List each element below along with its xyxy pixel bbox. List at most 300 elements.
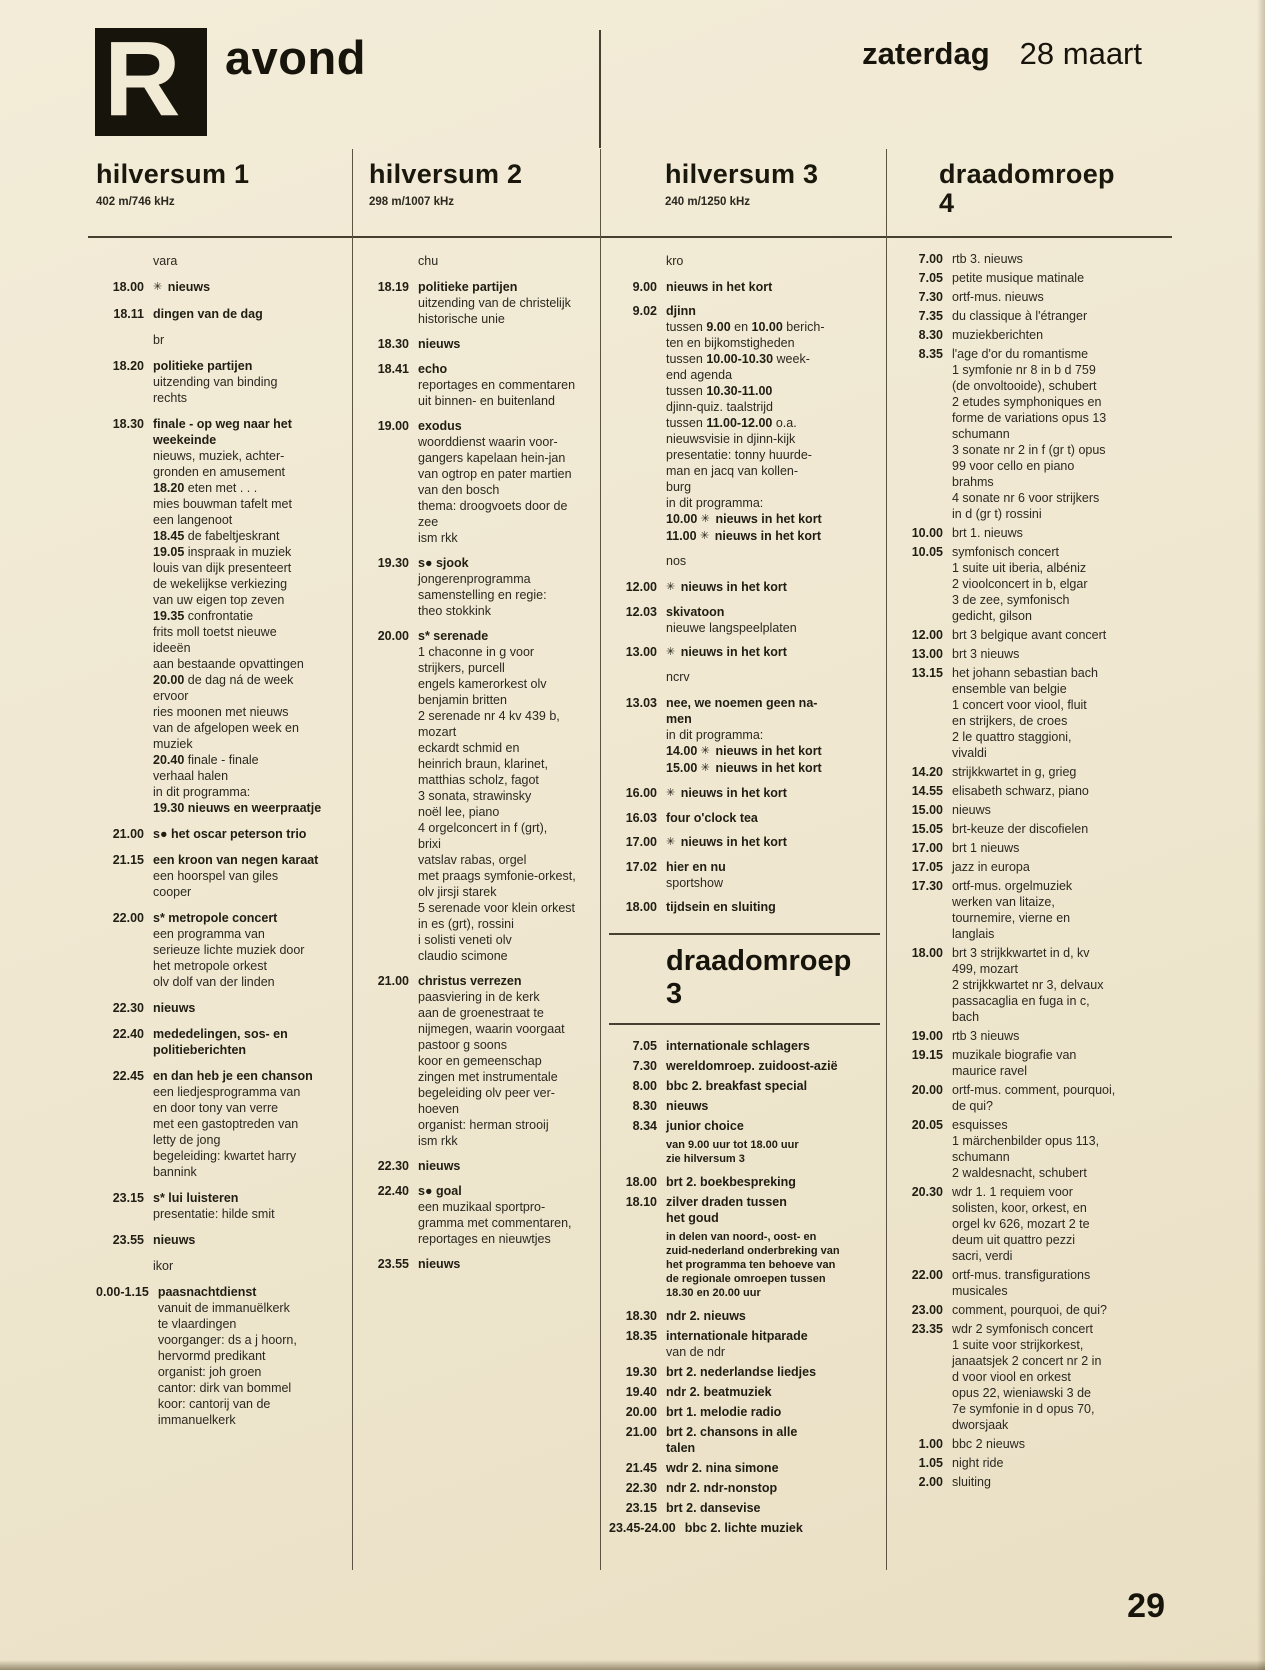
program-entry [361, 1256, 594, 1272]
program-title: brt 2. dansevise [666, 1501, 761, 1515]
program-entry [895, 1184, 1166, 1264]
program-time: 22.40 [377, 1184, 409, 1198]
program-title: ✳ nieuws in het kort [666, 580, 787, 594]
program-content [657, 279, 880, 295]
program-entry [609, 1364, 880, 1380]
program-list [353, 238, 600, 1311]
program-time: 14.20 [911, 765, 943, 779]
program-content [657, 644, 880, 661]
program-content [943, 289, 1166, 305]
program-entry [96, 279, 346, 296]
program-entry [609, 1078, 880, 1094]
program-content [943, 308, 1166, 324]
program-entry [609, 1194, 880, 1226]
program-title: en dan heb je een chanson [153, 1069, 313, 1083]
program-title: s* serenade [418, 629, 489, 643]
program-content [657, 810, 880, 826]
program-time: 7.05 [632, 1039, 657, 1053]
station-name: hilversum 2 [369, 159, 523, 189]
program-time: 13.03 [625, 696, 657, 710]
program-entry [96, 910, 346, 990]
program-title: four o'clock tea [666, 811, 758, 825]
program-time: 2.00 [918, 1475, 943, 1489]
program-content [657, 1194, 880, 1226]
program-description: woorddienst waarin voor- gangers kapelaan hein-jan van ogtrop en pater martien van den bosch thema: droogvoets door de zee ism rkk [418, 435, 572, 545]
program-title: nieuws [153, 1001, 196, 1015]
program-title: wereldomroep. zuidoost-azië [666, 1059, 838, 1073]
program-time: 15.05 [911, 822, 943, 836]
program-content [409, 1256, 594, 1272]
sun-icon: ✳ [700, 513, 710, 525]
program-content [144, 1232, 346, 1248]
program-entry [895, 840, 1166, 856]
column-hilversum-1 [88, 149, 352, 1570]
station-header-draadomroep-4 [887, 149, 1172, 238]
program-content [943, 783, 1166, 799]
schedule-note: van 9.00 uur tot 18.00 uur zie hilversum 3 [666, 1139, 799, 1165]
station-header-hilversum-3 [601, 149, 886, 238]
program-entry [96, 416, 346, 816]
program-content [144, 306, 346, 322]
program-title: s* metropole concert [153, 911, 278, 925]
page-header [95, 26, 1170, 144]
program-description: maurice ravel [952, 1064, 1028, 1078]
program-entry [609, 1384, 880, 1400]
program-entry [96, 826, 346, 842]
column-hilversum-3 [600, 149, 886, 1570]
program-content [144, 1026, 346, 1058]
program-content [657, 785, 880, 802]
program-content [144, 279, 346, 296]
program-entry [361, 361, 594, 409]
program-title: nee, we noemen geen na- men [666, 696, 818, 726]
program-description: een liedjesprogramma van en door tony van verre met een gastoptreden van letty de jong begeleiding: kwartet harry bannink [153, 1085, 301, 1179]
program-entry [895, 289, 1166, 305]
program-title: rtb 3. nieuws [952, 252, 1023, 266]
program-entry [609, 1404, 880, 1420]
program-content [657, 1038, 880, 1054]
program-title: ndr 2. beatmuziek [666, 1385, 772, 1399]
program-time: 17.05 [911, 860, 943, 874]
program-entry [895, 1474, 1166, 1490]
program-entry [609, 644, 880, 661]
program-title: wdr 2 symfonisch concert [952, 1322, 1094, 1336]
program-time: 14.55 [911, 784, 943, 798]
program-time: 8.30 [918, 328, 943, 342]
program-description: ensemble van belgie 1 concert voor viool, fluit en strijkers, de croes 2 le quattro staggioni, vivaldi [952, 682, 1087, 760]
program-time: 16.03 [625, 811, 657, 825]
program-content [943, 1321, 1166, 1433]
program-content [943, 627, 1166, 643]
program-time: 18.20 [112, 359, 144, 373]
program-content [409, 336, 594, 352]
program-time: 23.55 [112, 1233, 144, 1247]
program-entry [361, 628, 594, 964]
program-title: ✳ nieuws in het kort [666, 786, 787, 800]
program-content [657, 1404, 880, 1420]
program-title: echo [418, 362, 448, 376]
program-time: 10.05 [911, 545, 943, 559]
program-time: 17.02 [625, 860, 657, 874]
program-content [943, 821, 1166, 837]
program-content [409, 279, 594, 327]
program-title: tijdsein en sluiting [666, 900, 776, 914]
program-title: brt-keuze der discofielen [952, 822, 1089, 836]
program-title: finale - op weg naar het weekeinde [153, 417, 292, 447]
program-time: 9.00 [632, 280, 657, 294]
program-time: 18.00 [625, 1175, 657, 1189]
program-entry [609, 1038, 880, 1054]
program-content [943, 840, 1166, 856]
program-time: 19.40 [625, 1385, 657, 1399]
header-divider [599, 30, 601, 148]
program-content [144, 1190, 346, 1222]
program-entry [96, 358, 346, 406]
program-time: 19.30 [625, 1365, 657, 1379]
program-entry [609, 899, 880, 915]
program-time: 23.15 [112, 1191, 144, 1205]
program-entry [96, 306, 346, 322]
program-content [943, 1047, 1166, 1079]
program-content [657, 1328, 880, 1360]
program-time: 19.00 [911, 1029, 943, 1043]
sun-icon: ✳ [700, 745, 710, 757]
program-title: nieuws [952, 803, 991, 817]
program-content [943, 1436, 1166, 1452]
program-content [943, 802, 1166, 818]
program-entry [609, 1098, 880, 1114]
program-list [887, 238, 1172, 1523]
program-entry [361, 973, 594, 1149]
broadcaster-label: br [153, 333, 165, 347]
column-hilversum-2 [352, 149, 600, 1570]
program-content [943, 646, 1166, 662]
broadcaster-label: vara [153, 254, 178, 268]
program-content [943, 1455, 1166, 1471]
program-entry [895, 783, 1166, 799]
section-title: avond [225, 31, 366, 84]
program-entry [96, 1068, 346, 1180]
program-entry [96, 1190, 346, 1222]
program-content [943, 1302, 1166, 1318]
program-entry [895, 646, 1166, 662]
program-description: vanuit de immanuëlkerk te vlaardingen voorganger: ds a j hoorn, hervormd predikant organist: joh groen cantor: dirk van bommel koor: cantorij van de immanuelkerk [157, 1301, 297, 1427]
program-title: symfonisch concert [952, 545, 1059, 559]
program-title: ortf-mus. comment, pourquoi, [952, 1083, 1116, 1097]
program-title: rtb 3 nieuws [952, 1029, 1020, 1043]
program-content [657, 695, 880, 777]
program-title: strijkkwartet in g, grieg [952, 765, 1077, 779]
program-description: jongerenprogramma samenstelling en regie: theo stokkink [418, 572, 547, 618]
program-entry [895, 878, 1166, 942]
program-title: wdr 1. 1 requiem voor [952, 1185, 1073, 1199]
program-time: 18.00 [112, 280, 144, 294]
program-entry [609, 1500, 880, 1516]
program-entry [895, 1436, 1166, 1452]
program-title: ✳ nieuws in het kort [666, 645, 787, 659]
program-entry [609, 1328, 880, 1360]
program-entry [609, 1308, 880, 1324]
program-entry [609, 579, 880, 596]
program-title: bbc 2 nieuws [952, 1437, 1025, 1451]
program-time: 18.30 [377, 337, 409, 351]
program-content [144, 1068, 346, 1180]
program-entry [361, 279, 594, 327]
program-title: brt 1. nieuws [952, 526, 1023, 540]
program-time: 17.00 [911, 841, 943, 855]
program-description: 1 symfonie nr 8 in b d 759 (de onvoltooide), schubert 2 etudes symphoniques en forme de variations opus 13 schumann 3 sonate nr 2 in f (gr t) opus 99 voor cello en piano brahms 4 sonate nr 6 voor strijkers in d (gr t) rossini [952, 363, 1107, 521]
program-entry [895, 1302, 1166, 1318]
program-time: 21.15 [112, 853, 144, 867]
program-time: 18.30 [112, 417, 144, 431]
program-title: brt 2. nederlandse liedjes [666, 1365, 817, 1379]
program-content [409, 1183, 594, 1247]
program-title: christus verrezen [418, 974, 522, 988]
program-title: brt 1. melodie radio [666, 1405, 782, 1419]
program-content [943, 251, 1166, 267]
program-time: 7.30 [632, 1059, 657, 1073]
program-time: 22.00 [112, 911, 144, 925]
program-title: politieke partijen [418, 280, 518, 294]
program-time: 9.02 [632, 304, 657, 318]
program-time: 1.05 [918, 1456, 943, 1470]
program-content [943, 1082, 1166, 1114]
program-title: muziekberichten [952, 328, 1044, 342]
page-number: 29 [1127, 1587, 1165, 1625]
program-content [943, 1184, 1166, 1264]
program-content [657, 1384, 880, 1400]
program-title: brt 3 strijkkwartet in d, kv [952, 946, 1090, 960]
program-entry [609, 1118, 880, 1134]
program-title: brt 2. boekbespreking [666, 1175, 796, 1189]
program-title: s● sjook [418, 556, 469, 570]
program-entry [609, 785, 880, 802]
program-time: 23.15 [625, 1501, 657, 1515]
program-entry [361, 336, 594, 352]
program-time: 23.00 [911, 1303, 943, 1317]
program-time: 23.45-24.00 [609, 1521, 676, 1535]
broadcaster-label: ikor [153, 1259, 174, 1273]
program-time: 17.00 [625, 835, 657, 849]
program-content [657, 1460, 880, 1476]
program-time: 8.00 [632, 1079, 657, 1093]
program-description: 1 suite uit iberia, albéniz 2 vioolconcert in b, elgar 3 de zee, symfonisch gedicht, gilson [952, 561, 1088, 623]
program-entry [895, 327, 1166, 343]
sun-icon: ✳ [666, 581, 676, 593]
program-title: wdr 2. nina simone [666, 1461, 779, 1475]
program-content [676, 1520, 880, 1536]
program-time: 15.00 [911, 803, 943, 817]
program-time: 16.00 [625, 786, 657, 800]
program-content [149, 1284, 346, 1428]
program-content [943, 1117, 1166, 1181]
program-entry [361, 1158, 594, 1174]
program-title: nieuws [418, 1159, 461, 1173]
program-description: een hoorspel van giles cooper [153, 869, 279, 899]
program-content [144, 910, 346, 990]
station-frequency: 402 m/746 kHz [96, 196, 175, 208]
program-content [943, 1028, 1166, 1044]
program-content [657, 1174, 880, 1190]
program-content [657, 1078, 880, 1094]
program-time: 12.03 [625, 605, 657, 619]
program-entry [895, 270, 1166, 286]
program-description: de qui? [952, 1099, 994, 1113]
program-entry [895, 251, 1166, 267]
program-content [943, 945, 1166, 1025]
program-description: een programma van serieuze lichte muziek door het metropole orkest olv dolf van der linden [153, 927, 305, 989]
sun-icon: ✳ [666, 787, 676, 799]
program-entry [609, 859, 880, 891]
program-time: 17.30 [911, 879, 943, 893]
program-title: djinn [666, 304, 696, 318]
program-time: 22.30 [377, 1159, 409, 1173]
program-title: ✳ nieuws in het kort [666, 835, 787, 849]
program-time: 21.00 [112, 827, 144, 841]
sun-icon: ✳ [666, 646, 676, 658]
broadcaster-label: ncrv [666, 670, 690, 684]
program-description: sportshow [666, 876, 723, 890]
program-time: 8.30 [632, 1099, 657, 1113]
program-content [144, 1000, 346, 1016]
program-time: 18.00 [625, 900, 657, 914]
broadcaster-label: chu [418, 254, 439, 268]
program-content [409, 361, 594, 409]
program-content [409, 1158, 594, 1174]
program-title: politieke partijen [153, 359, 253, 373]
program-entry [96, 1026, 346, 1058]
program-time: 18.35 [625, 1329, 657, 1343]
program-time: 10.00 [911, 526, 943, 540]
program-description: in dit programma: 14.00 ✳ nieuws in het kort 15.00 ✳ nieuws in het kort [666, 728, 822, 775]
program-time: 18.41 [377, 362, 409, 376]
program-title: brt 3 belgique avant concert [952, 628, 1107, 642]
program-content [657, 1364, 880, 1380]
program-title: muzikale biografie van [952, 1048, 1077, 1062]
program-description: presentatie: hilde smit [153, 1207, 275, 1221]
program-entry [609, 279, 880, 295]
program-time: 13.15 [911, 666, 943, 680]
sun-icon: ✳ [700, 530, 710, 542]
program-entry [895, 1117, 1166, 1181]
program-entry [609, 1174, 880, 1190]
date-day: zaterdag [862, 36, 990, 71]
program-entry [96, 1232, 346, 1248]
program-description: 499, mozart 2 strijkkwartet nr 3, delvaux passacaglia en fuga in c, bach [952, 962, 1104, 1024]
program-entry [895, 1321, 1166, 1433]
program-time: 20.00 [377, 629, 409, 643]
program-description: 1 suite voor strijkorkest, janaatsjek 2 concert nr 2 in d voor viool en orkest opus 22, wieniawski 3 de 7e symfonie in d opus 70, dworsjaak [952, 1338, 1102, 1432]
program-content [943, 859, 1166, 875]
program-time: 18.30 [625, 1309, 657, 1323]
program-description: nieuwe langspeelplaten [666, 621, 797, 635]
program-content [657, 303, 880, 545]
program-content [943, 270, 1166, 286]
program-content [409, 973, 594, 1149]
program-description: van de ndr [666, 1345, 726, 1359]
program-content [657, 899, 880, 915]
program-entry [895, 346, 1166, 522]
program-title: ortf-mus. orgelmuziek [952, 879, 1073, 893]
program-time: 19.15 [911, 1048, 943, 1062]
subsection-header: draadomroep 3 [609, 933, 880, 1025]
program-title: esquisses [952, 1118, 1008, 1132]
program-entry [895, 859, 1166, 875]
program-title: brt 2. chansons in alle talen [666, 1425, 798, 1455]
program-time: 21.00 [377, 974, 409, 988]
program-content [144, 416, 346, 816]
program-title: l'age d'or du romantisme [952, 347, 1089, 361]
program-description: reportages en commentaren uit binnen- en buitenland [418, 378, 576, 408]
program-title: internationale hitparade [666, 1329, 808, 1343]
program-title: het johann sebastian bach [952, 666, 1098, 680]
program-description: paasviering in de kerk aan de groenestraat te nijmegen, waarin voorgaat pastoor g soons koor en gemeenschap zingen met instrumentale begeleiding olv peer ver- hoeven organist: herman strooij ism rkk [418, 990, 565, 1148]
program-title: du classique à l'étranger [952, 309, 1088, 323]
date-value: 28 maart [1019, 36, 1142, 71]
program-time: 1.00 [918, 1437, 943, 1451]
program-content [409, 628, 594, 964]
program-entry [609, 604, 880, 636]
program-content [409, 418, 594, 546]
station-name: hilversum 1 [96, 159, 250, 189]
program-entry [96, 1284, 346, 1428]
program-title: exodus [418, 419, 462, 433]
program-title: mededelingen, sos- en politieberichten [153, 1027, 288, 1057]
program-title: paasnachtdienst [157, 1285, 257, 1299]
program-title: night ride [952, 1456, 1004, 1470]
program-time: 13.00 [625, 645, 657, 659]
program-title: brt 1 nieuws [952, 841, 1020, 855]
program-time: 8.34 [632, 1119, 657, 1133]
program-time: 20.05 [911, 1118, 943, 1132]
program-content [943, 764, 1166, 780]
program-content [657, 604, 880, 636]
program-title: s* lui luisteren [153, 1191, 239, 1205]
program-entry [895, 1082, 1166, 1114]
program-time: 18.19 [377, 280, 409, 294]
program-time: 7.30 [918, 290, 943, 304]
program-title: ndr 2. ndr-nonstop [666, 1481, 778, 1495]
program-entry [895, 1047, 1166, 1079]
program-content [657, 1098, 880, 1114]
program-content [657, 1308, 880, 1324]
program-time: 22.00 [911, 1268, 943, 1282]
program-title: s● goal [418, 1184, 462, 1198]
program-time: 13.00 [911, 647, 943, 661]
program-list [88, 238, 352, 1468]
program-title: nieuws [153, 1233, 196, 1247]
program-entry [895, 821, 1166, 837]
program-content [943, 665, 1166, 761]
program-entry [895, 802, 1166, 818]
program-time: 22.45 [112, 1069, 144, 1083]
logo-letter: R [104, 28, 176, 136]
station-header-hilversum-1 [88, 149, 352, 238]
program-list [601, 238, 886, 1570]
program-entry [895, 1028, 1166, 1044]
program-entry [361, 1183, 594, 1247]
program-entry [609, 303, 880, 545]
program-time: 21.45 [625, 1461, 657, 1475]
program-entry [361, 418, 594, 546]
program-title: elisabeth schwarz, piano [952, 784, 1089, 798]
date-header [862, 36, 1142, 72]
program-title: ✳ nieuws [153, 280, 211, 294]
program-time: 20.30 [911, 1185, 943, 1199]
program-time: 18.11 [113, 307, 144, 321]
program-time: 23.35 [911, 1322, 943, 1336]
program-title: internationale schlagers [666, 1039, 810, 1053]
